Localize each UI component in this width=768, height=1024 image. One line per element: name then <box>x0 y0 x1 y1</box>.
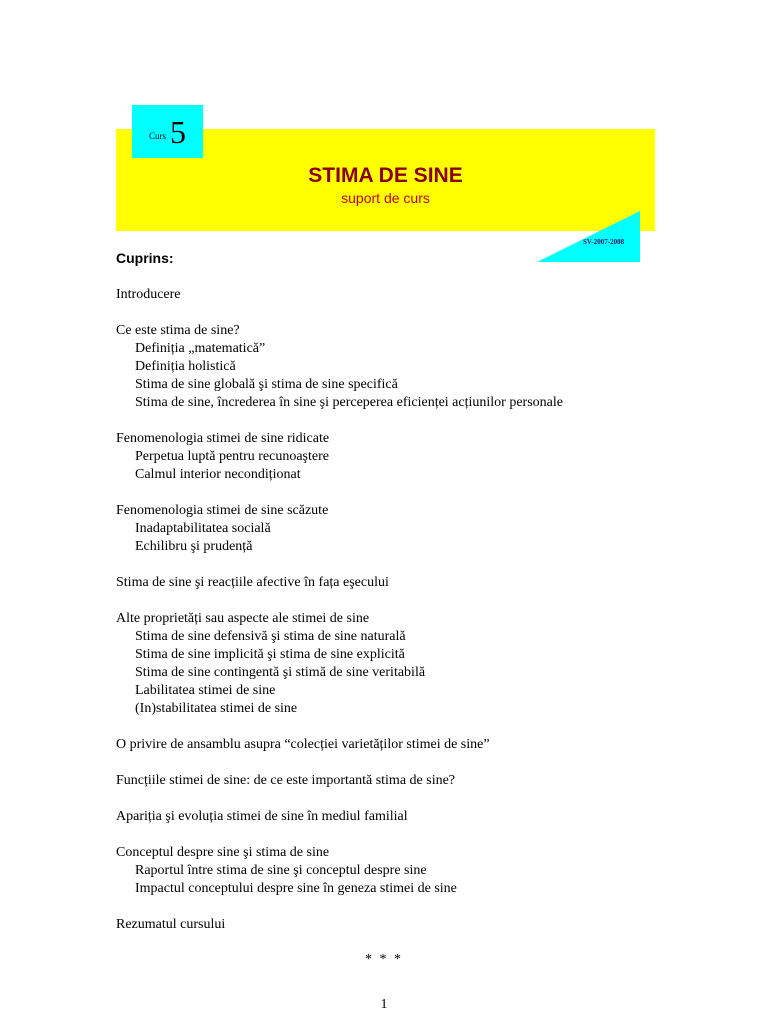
toc-item: Rezumatul cursului <box>116 917 226 932</box>
toc-item: Stima de sine şi reacțiile afective în fața eşecului <box>116 575 389 590</box>
blank-line <box>116 592 563 610</box>
toc-subitem: Labilitatea stimei de sine <box>135 683 276 698</box>
toc-item: Funcțiile stimei de sine: de ce este importantă stima de sine? <box>116 773 456 788</box>
toc-subitem: Definiția „matematică” <box>135 341 266 356</box>
toc-item: O privire de ansamblu asupra “colecției varietăților stimei de sine” <box>116 737 490 752</box>
table-of-contents <box>116 286 563 934</box>
course-label: Curs <box>148 130 166 141</box>
toc-subitem: Stima de sine globală şi stima de sine specifică <box>135 377 398 392</box>
blank-line <box>116 304 563 322</box>
section-separator: * * * <box>365 952 403 967</box>
toc-item: Conceptul despre sine şi stima de sine <box>116 845 330 860</box>
toc-subitem: Calmul interior necondiționat <box>135 467 301 482</box>
blank-line <box>116 898 563 916</box>
toc-subitem: Raportul între stima de sine şi conceptul despre sine <box>135 863 427 878</box>
toc-subitem: Stima de sine defensivă şi stima de sine naturală <box>135 629 406 644</box>
blank-line <box>116 826 563 844</box>
page-number: 1 <box>380 997 388 1012</box>
blank-line <box>116 556 563 574</box>
blank-line <box>116 484 563 502</box>
toc-subitem: Definiția holistică <box>135 359 236 374</box>
blank-line <box>116 754 563 772</box>
toc-subitem: (In)stabilitatea stimei de sine <box>135 701 298 716</box>
document-subtitle: suport de curs <box>341 190 430 206</box>
course-number: 5 <box>170 113 186 150</box>
toc-subitem: Perpetua luptă pentru recunoaştere <box>135 449 329 464</box>
decorative-triangle <box>537 211 640 262</box>
document-code: SV-2007-2008 <box>583 238 625 246</box>
blank-line <box>116 790 563 808</box>
toc-item: Introducere <box>116 287 181 302</box>
toc-subitem: Inadaptabilitatea socială <box>135 521 271 536</box>
toc-item: Fenomenologia stimei de sine ridicate <box>116 431 330 446</box>
toc-item: Fenomenologia stimei de sine scăzute <box>116 503 329 518</box>
contents-heading: Cuprins: <box>116 250 174 266</box>
toc-subitem: Stima de sine, încrederea în sine şi perceperea eficienței acțiunilor personale <box>135 395 563 410</box>
toc-item: Apariția şi evoluția stimei de sine în mediul familial <box>116 809 408 824</box>
toc-subitem: Echilibru şi prudență <box>135 539 253 554</box>
course-number-box <box>132 105 203 158</box>
toc-subitem: Stima de sine contingentă şi stimă de sine veritabilă <box>135 665 426 680</box>
blank-line <box>116 718 563 736</box>
toc-subitem: Stima de sine implicită şi stima de sine explicită <box>135 647 405 662</box>
toc-subitem: Impactul conceptului despre sine în geneza stimei de sine <box>135 881 457 896</box>
document-title: STIMA DE SINE <box>308 164 463 187</box>
toc-item: Ce este stima de sine? <box>116 323 240 338</box>
toc-item: Alte proprietăți sau aspecte ale stimei de sine <box>116 611 370 626</box>
blank-line <box>116 412 563 430</box>
